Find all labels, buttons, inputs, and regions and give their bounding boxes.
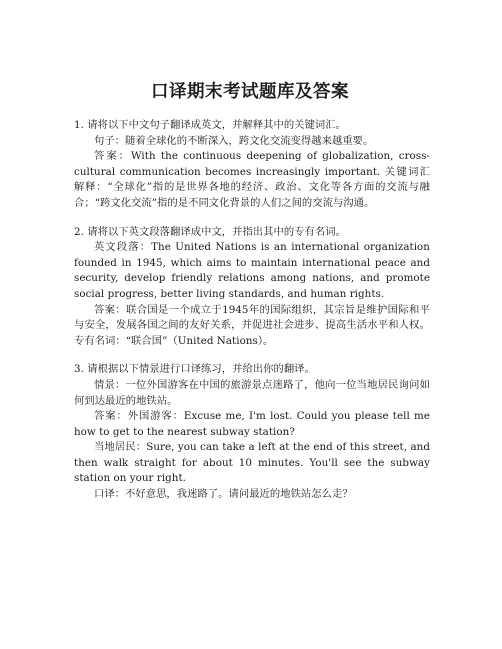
question-2 (74, 225, 430, 350)
question-answer: 答案：联合国是一个成立于1945年的国际组织，其宗旨是维护国际和平与安全，发展各国之间的友好关系，并促进社会进步、提高生活水平和人权。专有名词：“联合国”（United Nations）。 (74, 303, 430, 347)
question-answer: 答案：With the continuous deepening of globalization, cross-cultural communication becomes increasingly important. 关键词汇解释：“全球化”指的是世界各地的经济、政治、文化等各方面的交流与融合；“跨文化交流”指的是不同文化背景的人们之间的交流与沟通。 (74, 150, 430, 209)
question-prompt: 1. 请将以下中文句子翻译成英文，并解释其中的关键词汇。 (74, 119, 346, 131)
question-prompt: 3. 请根据以下情景进行口译练习，并给出你的翻译。 (74, 363, 315, 376)
document-body (74, 118, 430, 503)
question-prompt: 2. 请将以下英文段落翻译成中文，并指出其中的专有名词。 (74, 225, 346, 238)
question-source: 句子：随着全球化的不断深入，跨文化交流变得越来越重要。 (94, 134, 374, 147)
question-reply: 当地居民：Sure, you can take a left at the end of this street, and then walk straight for about 10 minutes. You'll see the subway station on your right. (74, 441, 430, 485)
document-title: 口译期末考试题库及答案 (151, 82, 349, 102)
question-3 (74, 362, 430, 502)
question-1 (74, 118, 430, 212)
question-answer: 答案：外国游客：Excuse me, I'm lost. Could you please tell me how to get to the nearest subway station? (74, 410, 430, 438)
question-interpretation: 口译：不好意思，我迷路了。请问最近的地铁站怎么走？ (94, 488, 353, 501)
question-source: 情景：一位外国游客在中国的旅游景点迷路了，他向一位当地居民询问如何到达最近的地铁站。 (74, 378, 430, 407)
question-source: 英文段落：The United Nations is an international organization founded in 1945, which aims to maintain international peace and security, develop friendly relations among nations, and promote social progress, better living standards, and human rights. (74, 241, 430, 300)
